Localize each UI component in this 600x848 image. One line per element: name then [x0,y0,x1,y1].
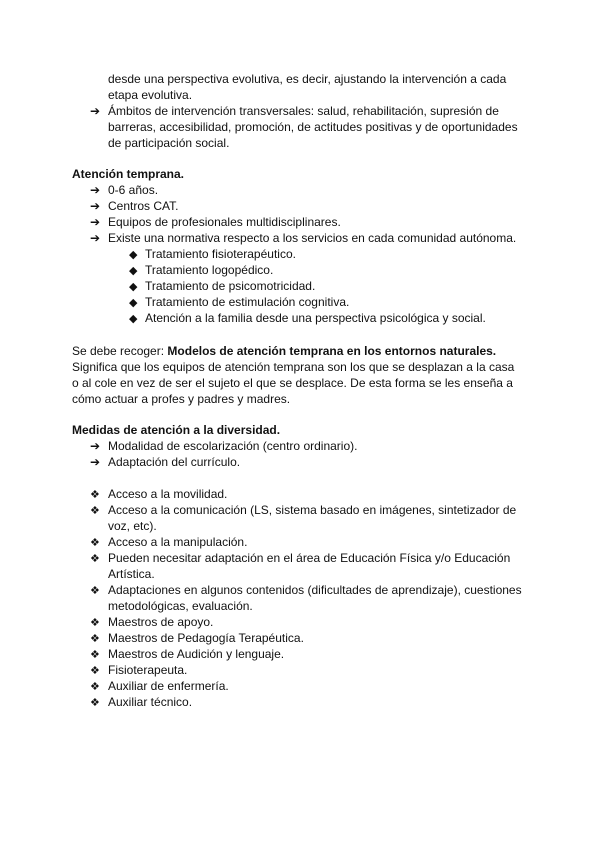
list-item: Modalidad de escolarización (centro ordinario). [108,439,358,453]
section-heading-atencion-temprana: Atención temprana. [72,167,185,181]
sub-list-item-continuation: metodológicas, evaluación. [108,599,253,613]
list-item: Adaptación del currículo. [108,455,241,469]
clover-bullet-icon: ❖ [90,617,100,629]
sub-list-item-continuation: Artística. [108,567,155,581]
clover-bullet-icon: ❖ [90,649,100,661]
modelos-line-2: o al cole en vez de ser el sujeto el que se desplace. De esta forma se les enseña a [72,376,513,390]
sub-list-item-continuation: voz, etc). [108,519,157,533]
sub-list-item: Acceso a la manipulación. [108,535,248,549]
modelos-line-1: Significa que los equipos de atención temprana son los que se desplazan a la casa [72,360,515,374]
list-item: 0-6 años. [108,183,159,197]
sub-list-item: Maestros de Audición y lenguaje. [108,647,285,661]
arrow-bullet-icon: ➔ [90,439,101,453]
list-item: Centros CAT. [108,199,179,213]
modelos-intro: Se debe recoger: [72,344,168,358]
section-heading-diversidad: Medidas de atención a la diversidad. [72,423,281,437]
sub-list-item: Tratamiento logopédico. [145,263,274,277]
clover-bullet-icon: ❖ [90,553,100,565]
list-item: Equipos de profesionales multidisciplinares. [108,215,341,229]
sub-list-item: Maestros de Pedagogía Terapéutica. [108,631,304,645]
clover-bullet-icon: ❖ [90,665,100,677]
clover-bullet-icon: ❖ [90,489,100,501]
diamond-bullet-icon: ◆ [129,249,138,261]
sub-list-item: Tratamiento fisioterapéutico. [145,247,296,261]
clover-bullet-icon: ❖ [90,633,100,645]
clover-bullet-icon: ❖ [90,505,100,517]
sub-list-item: Fisioterapeuta. [108,663,188,677]
diamond-bullet-icon: ◆ [129,265,138,277]
modelos-line-3: cómo actuar a profes y padres y madres. [72,392,291,406]
arrow-bullet-icon: ➔ [90,455,101,469]
sub-list-item: Maestros de apoyo. [108,615,214,629]
continuation-line-2: etapa evolutiva. [108,88,193,102]
sub-list-item: Auxiliar de enfermería. [108,679,229,693]
diamond-bullet-icon: ◆ [129,281,138,293]
arrow-bullet-icon: ➔ [90,183,101,197]
sub-list-item: Acceso a la movilidad. [108,487,228,501]
sub-list-item: Pueden necesitar adaptación en el área de Educación Física y/o Educación [108,551,511,565]
diamond-bullet-icon: ◆ [129,313,138,325]
list-item: Existe una normativa respecto a los servicios en cada comunidad autónoma. [108,231,517,245]
clover-bullet-icon: ❖ [90,537,100,549]
modelos-bold-title: Modelos de atención temprana en los entornos naturales. [167,344,497,358]
clover-bullet-icon: ❖ [90,681,100,693]
continuation-line-1: desde una perspectiva evolutiva, es decir, ajustando la intervención a cada [108,72,507,86]
clover-bullet-icon: ❖ [90,585,100,597]
ambitos-line-3: de participación social. [108,136,230,150]
clover-bullet-icon: ❖ [90,697,100,709]
arrow-bullet-icon: ➔ [90,231,101,245]
arrow-bullet-icon: ➔ [90,199,101,213]
ambitos-line-2: barreras, accesibilidad, promoción, de actitudes positivas y de oportunidades [108,120,518,134]
sub-list-item: Tratamiento de estimulación cognitiva. [145,295,350,309]
arrow-bullet-icon: ➔ [90,104,101,118]
arrow-bullet-icon: ➔ [90,215,101,229]
sub-list-item: Tratamiento de psicomotricidad. [145,279,316,293]
sub-list-item: Auxiliar técnico. [108,695,193,709]
modelos-intro-line [72,343,496,359]
sub-list-item: Adaptaciones en algunos contenidos (dificultades de aprendizaje), cuestiones [108,583,522,597]
sub-list-item: Acceso a la comunicación (LS, sistema basado en imágenes, sintetizador de [108,503,517,517]
diamond-bullet-icon: ◆ [129,297,138,309]
ambitos-line-1: Ámbitos de intervención transversales: salud, rehabilitación, supresión de [108,104,499,118]
sub-list-item: Atención a la familia desde una perspectiva psicológica y social. [145,311,486,325]
